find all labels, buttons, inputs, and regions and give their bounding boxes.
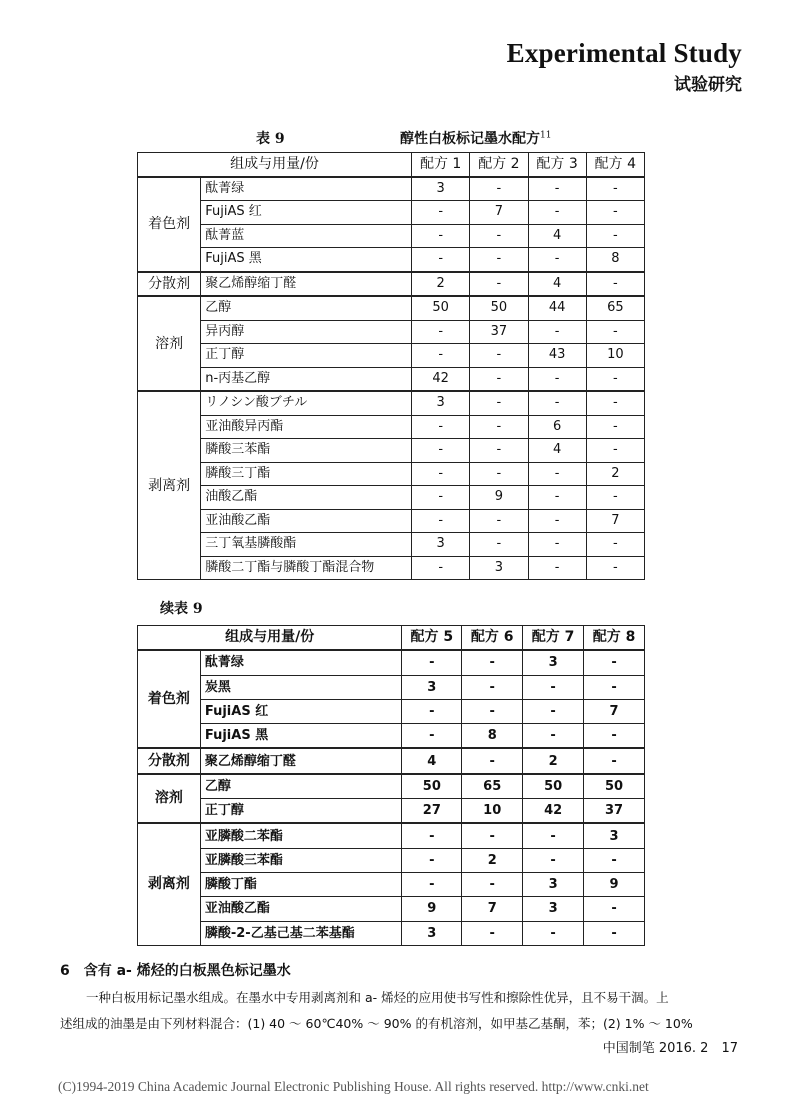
column-header: 配方 2 [470,153,528,177]
ingredient-name: 膦酸三苯酯 [201,439,412,463]
amount-cell: - [412,224,470,248]
amount-cell: 37 [470,320,528,344]
amount-cell: 4 [528,272,586,297]
group-label: 着色剂 [138,177,201,272]
amount-cell: 4 [402,748,462,773]
amount-cell: 65 [462,774,523,799]
table-row [138,486,645,510]
amount-cell: 3 [523,897,584,921]
amount-cell: - [528,248,586,272]
amount-cell: - [523,848,584,872]
amount-cell: 42 [412,367,470,391]
ingredient-name: 膦酸丁酯 [200,872,402,896]
group-label: 着色剂 [138,650,201,748]
table-row [138,462,645,486]
table-row [138,201,645,225]
amount-cell: - [586,177,644,201]
amount-cell: - [402,650,462,675]
amount-cell: 50 [523,774,584,799]
amount-cell: - [470,415,528,439]
column-header: 组成与用量/份 [138,153,412,177]
table-9 [137,152,645,580]
amount-cell: - [586,486,644,510]
ingredient-name: FujiAS 红 [200,699,402,723]
amount-cell: - [528,509,586,533]
amount-cell: - [586,272,644,297]
amount-cell: - [470,177,528,201]
amount-cell: - [412,439,470,463]
amount-cell: - [586,391,644,415]
group-label: 剥离剂 [138,391,201,580]
table-row [138,296,645,320]
amount-cell: - [528,556,586,580]
amount-cell: - [470,272,528,297]
table1-caption-title [400,128,551,148]
table-row [138,848,645,872]
table-row [138,509,645,533]
group-label: 分散剂 [138,748,201,773]
section-heading: 6 含有 a- 烯烃的白板黑色标记墨水 [60,963,291,979]
amount-cell: - [462,823,523,848]
amount-cell: - [462,675,523,699]
ingredient-name: 三丁氧基膦酸酯 [201,533,412,557]
amount-cell: - [470,439,528,463]
amount-cell: - [402,872,462,896]
amount-cell: - [586,533,644,557]
table-row [138,556,645,580]
amount-cell: - [470,367,528,391]
amount-cell: 3 [412,533,470,557]
amount-cell: 3 [402,675,462,699]
column-header: 配方 6 [462,626,523,651]
table-row [138,367,645,391]
amount-cell: - [412,462,470,486]
amount-cell: 7 [586,509,644,533]
amount-cell: 7 [470,201,528,225]
amount-cell: - [584,748,645,773]
amount-cell: 27 [402,799,462,824]
amount-cell: - [470,248,528,272]
table-row [138,439,645,463]
table-row [138,320,645,344]
amount-cell: - [586,201,644,225]
ingredient-name: 聚乙烯醇缩丁醛 [201,272,412,297]
amount-cell: - [402,848,462,872]
amount-cell: - [412,201,470,225]
amount-cell: - [523,724,584,749]
page-footer: 中国制笔 2016. 2 17 [602,1041,738,1056]
amount-cell: - [462,921,523,945]
amount-cell: 42 [523,799,584,824]
column-header: 配方 7 [523,626,584,651]
amount-cell: 4 [528,439,586,463]
amount-cell: - [586,224,644,248]
amount-cell: - [528,367,586,391]
table-row [138,897,645,921]
amount-cell: - [584,724,645,749]
ingredient-name: 油酸乙酯 [201,486,412,510]
amount-cell: - [586,439,644,463]
amount-cell: 10 [586,344,644,368]
group-label: 剥离剂 [138,823,201,945]
amount-cell: 8 [586,248,644,272]
amount-cell: - [470,509,528,533]
table-row [138,177,645,201]
amount-cell: - [586,415,644,439]
amount-cell: 2 [412,272,470,297]
amount-cell: - [584,897,645,921]
ingredient-name: 酞菁蓝 [201,224,412,248]
amount-cell: 7 [462,897,523,921]
ingredient-name: 亚油酸异丙酯 [201,415,412,439]
amount-cell: - [470,533,528,557]
amount-cell: - [528,320,586,344]
column-header: 配方 5 [402,626,462,651]
paragraph-line-2: 述组成的油墨是由下列材料混合：(1) 40 ～ 60℃40% ～ 90% 的有机溶剂，如甲基乙基酮，苯；(2) 1% ～ 10% [60,1016,693,1031]
amount-cell: 50 [584,774,645,799]
amount-cell: 44 [528,296,586,320]
amount-cell: - [584,650,645,675]
ingredient-name: 聚乙烯醇缩丁醛 [200,748,402,773]
amount-cell: - [402,724,462,749]
header-title-cn: 试验研究 [674,75,742,95]
amount-cell: - [412,556,470,580]
amount-cell: 50 [470,296,528,320]
table-row [138,650,645,675]
table-row [138,248,645,272]
ingredient-name: 亚油酸乙酯 [201,509,412,533]
amount-cell: - [584,921,645,945]
amount-cell: 65 [586,296,644,320]
amount-cell: - [412,509,470,533]
amount-cell: - [528,177,586,201]
table-header-row [138,626,645,651]
ingredient-name: 膦酸三丁酯 [201,462,412,486]
ingredient-name: 膦酸-2-乙基己基二苯基酯 [200,921,402,945]
amount-cell: - [462,699,523,723]
table-row [138,823,645,848]
amount-cell: - [402,699,462,723]
amount-cell: - [523,921,584,945]
table-row [138,748,645,773]
amount-cell: 3 [523,650,584,675]
amount-cell: - [470,462,528,486]
amount-cell: - [402,823,462,848]
amount-cell: 9 [402,897,462,921]
table-row [138,699,645,723]
table-row [138,675,645,699]
amount-cell: 10 [462,799,523,824]
copyright-notice: (C)1994-2019 China Academic Journal Electronic Publishing House. All rights reserved. http://www.cnki.net [58,1079,649,1094]
table-row [138,344,645,368]
amount-cell: - [412,415,470,439]
ingredient-name: 乙醇 [201,296,412,320]
amount-cell: 50 [412,296,470,320]
amount-cell: - [462,748,523,773]
amount-cell: - [412,486,470,510]
table-row [138,533,645,557]
column-header: 配方 4 [586,153,644,177]
amount-cell: - [462,872,523,896]
amount-cell: - [584,675,645,699]
header-title-en: Experimental Study [506,38,742,68]
column-header: 配方 1 [412,153,470,177]
group-label: 溶剂 [138,774,201,824]
group-label: 溶剂 [138,296,201,391]
amount-cell: 8 [462,724,523,749]
amount-cell: 7 [584,699,645,723]
column-header: 配方 8 [584,626,645,651]
amount-cell: - [412,344,470,368]
paragraph-line-1: 一种白板用标记墨水组成。在墨水中专用剥离剂和 a- 烯烃的应用使书写性和擦除性优异，且不易干涸。上 [86,990,669,1005]
table1-caption-ref: 11 [540,130,552,141]
ingredient-name: FujiAS 黑 [201,248,412,272]
amount-cell: - [528,201,586,225]
amount-cell: - [470,344,528,368]
amount-cell: - [586,367,644,391]
amount-cell: 9 [584,872,645,896]
group-label: 分散剂 [138,272,201,297]
amount-cell: 50 [402,774,462,799]
amount-cell: 3 [412,177,470,201]
ingredient-name: 正丁醇 [201,344,412,368]
amount-cell: 43 [528,344,586,368]
amount-cell: 37 [584,799,645,824]
amount-cell: 2 [586,462,644,486]
amount-cell: 4 [528,224,586,248]
table-row [138,415,645,439]
ingredient-name: 异丙醇 [201,320,412,344]
amount-cell: - [528,462,586,486]
column-header: 配方 3 [528,153,586,177]
ingredient-name: FujiAS 黑 [200,724,402,749]
amount-cell: - [528,391,586,415]
table-row [138,272,645,297]
table-row [138,724,645,749]
amount-cell: - [523,675,584,699]
ingredient-name: 亚油酸乙酯 [200,897,402,921]
ingredient-name: 膦酸二丁酯与膦酸丁酯混合物 [201,556,412,580]
amount-cell: 2 [523,748,584,773]
amount-cell: - [462,650,523,675]
table-header-row [138,153,645,177]
amount-cell: - [586,556,644,580]
amount-cell: 3 [402,921,462,945]
ingredient-name: 亚膦酸二苯酯 [200,823,402,848]
ingredient-name: 酞菁绿 [200,650,402,675]
column-header: 组成与用量/份 [138,626,402,651]
amount-cell: - [584,848,645,872]
amount-cell: 3 [412,391,470,415]
amount-cell: - [586,320,644,344]
amount-cell: 9 [470,486,528,510]
table-row [138,774,645,799]
amount-cell: - [470,224,528,248]
table1-caption-number: 表 9 [256,131,285,147]
amount-cell: 6 [528,415,586,439]
ingredient-name: 炭黑 [200,675,402,699]
ingredient-name: 正丁醇 [200,799,402,824]
amount-cell: 2 [462,848,523,872]
amount-cell: - [412,320,470,344]
amount-cell: 3 [584,823,645,848]
table-9-continued [137,625,645,946]
amount-cell: - [412,248,470,272]
amount-cell: - [528,486,586,510]
ingredient-name: 酞菁绿 [201,177,412,201]
amount-cell: 3 [523,872,584,896]
ingredient-name: 乙醇 [200,774,402,799]
table2-caption: 续表 9 [160,601,203,617]
table-row [138,872,645,896]
table-row [138,921,645,945]
table-row [138,224,645,248]
table1-caption-text: 醇性白板标记墨水配方 [400,131,540,147]
ingredient-name: n-丙基乙醇 [201,367,412,391]
ingredient-name: リノシン酸ブチル [201,391,412,415]
amount-cell: - [528,533,586,557]
amount-cell: - [523,699,584,723]
amount-cell: - [523,823,584,848]
amount-cell: 3 [470,556,528,580]
table-row [138,391,645,415]
table-row [138,799,645,824]
ingredient-name: FujiAS 红 [201,201,412,225]
amount-cell: - [470,391,528,415]
ingredient-name: 亚膦酸三苯酯 [200,848,402,872]
